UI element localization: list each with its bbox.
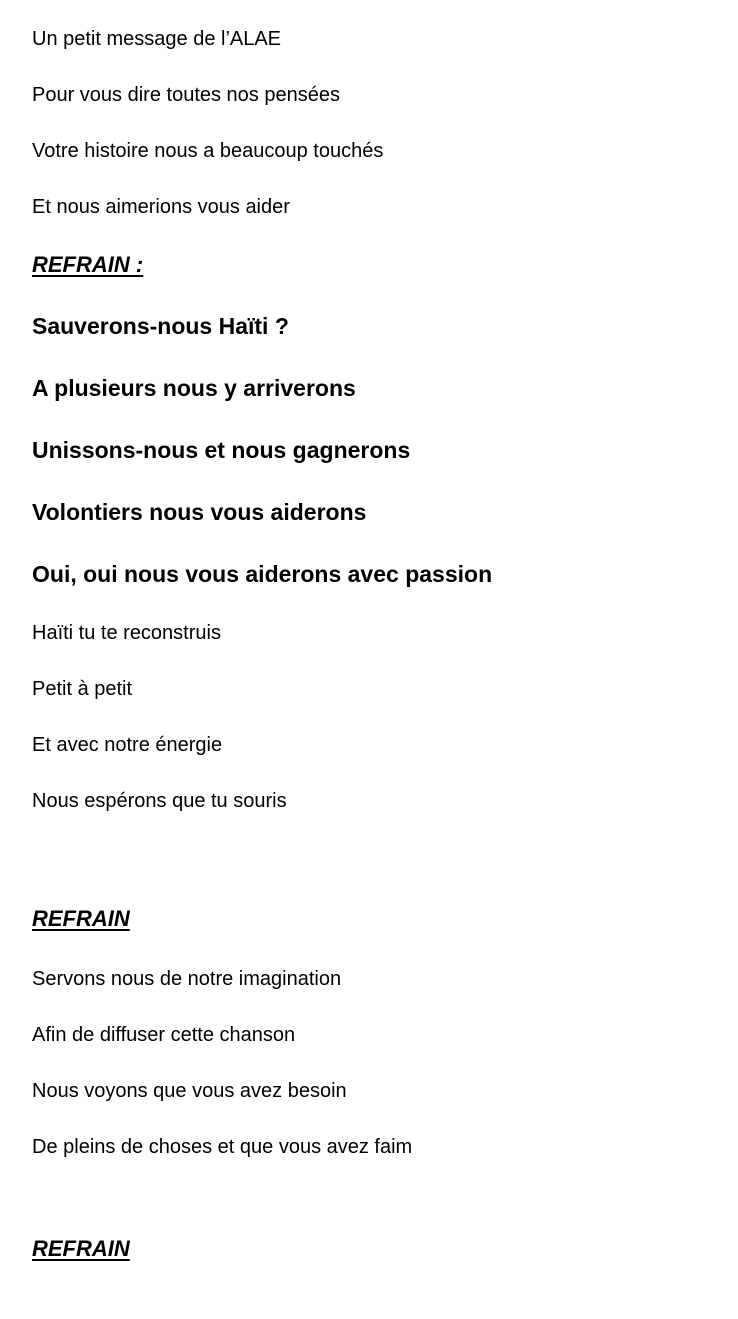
stanza-1-line-4: Et nous aimerions vous aider (32, 196, 290, 218)
stanza-3-line-2: Afin de diffuser cette chanson (32, 1024, 296, 1046)
stanza-1-line-2: Pour vous dire toutes nos pensées (32, 84, 340, 106)
stanza-1-line-3: Votre histoire nous a beaucoup touchés (32, 140, 384, 162)
stanza-2-line-3: Et avec notre énergie (32, 734, 223, 756)
stanza-2-line-4: Nous espérons que tu souris (32, 790, 287, 812)
refrain-line-3: Unissons-nous et nous gagnerons (32, 437, 411, 463)
stanza-2-line-1: Haïti tu te reconstruis (32, 622, 221, 644)
refrain-heading-final: REFRAIN (32, 1236, 130, 1261)
refrain-line-4: Volontiers nous vous aiderons (32, 499, 367, 525)
refrain-line-2: A plusieurs nous y arriverons (32, 375, 356, 401)
refrain-line-5: Oui, oui nous vous aiderons avec passion (32, 561, 493, 587)
stanza-3-line-3: Nous voyons que vous avez besoin (32, 1080, 347, 1102)
stanza-3-line-1: Servons nous de notre imagination (32, 968, 342, 990)
refrain-line-1: Sauverons-nous Haïti ? (32, 313, 289, 339)
stanza-1-line-1: Un petit message de l’ALAE (32, 28, 282, 50)
refrain-heading: REFRAIN : (32, 252, 144, 277)
stanza-3-line-4: De pleins de choses et que vous avez faim (32, 1136, 413, 1158)
refrain-heading-repeat: REFRAIN (32, 906, 130, 931)
stanza-2-line-2: Petit à petit (32, 678, 133, 700)
